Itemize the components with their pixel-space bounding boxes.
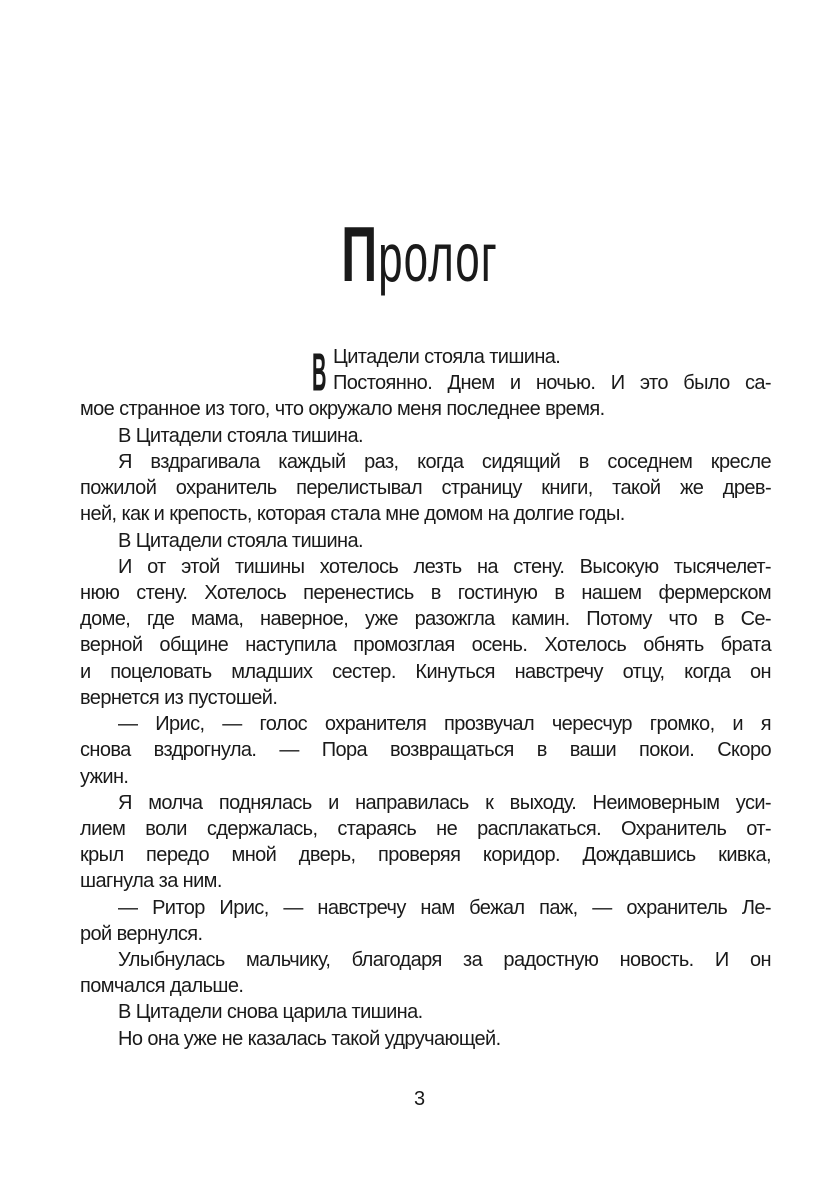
text-line: Улыбнулась мальчику, благодаря за радостную новость. И он <box>118 949 771 972</box>
text-line: — Ирис, — голос охранителя прозвучал чересчур громко, и я <box>118 713 771 736</box>
text-line: Я молча поднялась и направилась к выходу. Неимоверным уси- <box>118 791 771 814</box>
text-line: ней, как и крепость, которая стала мне домом на долгие годы. <box>80 503 625 526</box>
text-line: В Цитадели снова царила тишина. <box>118 1001 423 1024</box>
text-line: Постоянно. Днем и ночью. И это было са- <box>333 372 771 395</box>
text-line: помчался дальше. <box>80 975 244 998</box>
text-line: ужин. <box>80 765 129 788</box>
text-line: — Ритор Ирис, — навстречу нам бежал паж, — охранитель Ле- <box>118 896 771 919</box>
text-line: шагнула за ним. <box>80 870 222 893</box>
text-line: Цитадели стояла тишина. <box>333 346 561 368</box>
text-line: В Цитадели стояла тишина. <box>118 529 363 552</box>
text-line: и поцеловать младших сестер. Кинуться навстречу отцу, когда он <box>80 660 771 683</box>
text-line: вернется из пустошей. <box>80 686 278 709</box>
text-line: Но она уже не казалась такой удручающей. <box>118 1027 501 1050</box>
text-line: снова вздрогнула. — Пора возвращаться в ваши покои. Скоро <box>80 739 771 762</box>
chapter-body <box>80 344 771 1052</box>
text-line: лием воли сдержалась, стараясь не расплакаться. Охранитель от- <box>80 817 771 840</box>
text-line: крыл передо мной дверь, проверяя коридор. Дождавшись кивка, <box>80 844 771 867</box>
chapter-title-rest: ролог <box>378 220 498 297</box>
text-line: рой вернулся. <box>80 922 203 945</box>
text-line: нюю стену. Хотелось перенестись в гостиную в нашем фермерском <box>80 581 771 604</box>
text-line: Я вздрагивала каждый раз, когда сидящий в соседнем кресле <box>118 450 771 473</box>
text-line: пожилой охранитель перелистывал страницу книги, такой же древ- <box>80 477 771 500</box>
drop-cap: В <box>312 343 327 403</box>
text-line: верной общине наступила промозглая осень. Хотелось обнять брата <box>80 634 771 657</box>
chapter-title <box>0 208 839 306</box>
text-line: доме, где мама, наверное, уже разожгла камин. Потому что в Се- <box>80 608 771 631</box>
chapter-title-initial: П <box>341 211 379 298</box>
text-line: мое странное из того, что окружало меня последнее время. <box>80 398 605 421</box>
text-line: И от этой тишины хотелось лезть на стену. Высокую тысячелет- <box>118 555 771 578</box>
text-line: В Цитадели стояла тишина. <box>118 424 363 447</box>
page-number: 3 <box>413 1088 426 1110</box>
